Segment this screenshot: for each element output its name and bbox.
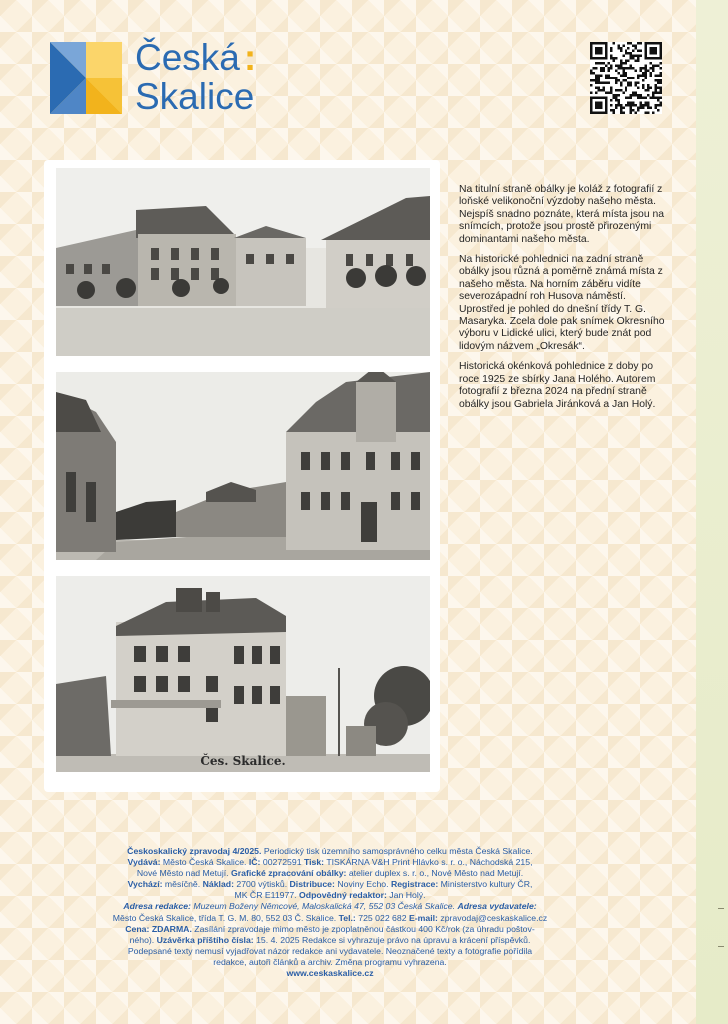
imprint-line — [40, 846, 620, 857]
imprint-label: E-mail: — [408, 912, 438, 923]
website-link[interactable]: www.ceskaskalice.cz — [286, 968, 374, 979]
imprint-label: IČ: — [248, 857, 261, 868]
imprint-text: 00272591 — [260, 857, 304, 868]
imprint-text: ného). — [129, 934, 157, 945]
imprint-text: Muzeum Boženy Němcové, Maloskalická 47, 552 03 Česká Skalice. — [190, 901, 458, 912]
cover-description — [459, 184, 674, 419]
imprint-text: Periodický tisk územního samosprávného celku města Česká Skalice. — [261, 846, 533, 856]
imprint-label: Distribuce: — [289, 879, 335, 890]
imprint-text: 725 022 682 — [355, 912, 409, 923]
imprint-line: redakce, autoři článků a archiv. Změna programu vyhrazena. — [213, 956, 447, 967]
imprint — [40, 846, 620, 979]
imprint-line — [40, 857, 620, 868]
imprint-label: Adresa redakce: — [123, 901, 191, 912]
imprint-label: Odpovědný redaktor: — [299, 890, 387, 901]
imprint-label: Registrace: — [390, 879, 439, 890]
imprint-label: Tel.: — [338, 912, 356, 923]
imprint-line: Podepsané texty nemusí vyjadřovat názor redakce ani vydavatele. Neoznačené texty a fotografie pořídila — [127, 945, 533, 956]
imprint-line — [40, 890, 620, 901]
imprint-label: Adresa vydavatele: — [457, 901, 537, 912]
trim-mark — [718, 946, 724, 947]
imprint-text: Ministerstvo kultury ČR, — [438, 879, 533, 890]
imprint-text: Zasílání zpravodaje mimo město je zpoplatněnou částkou 400 Kč/rok (za úhradu poštov- — [191, 923, 535, 934]
imprint-title: Českoskalický zpravodaj 4/2025. — [127, 846, 262, 856]
imprint-email[interactable]: zpravodaj@ceskaskalice.cz — [437, 912, 548, 923]
imprint-text: Jan Holý. — [386, 890, 426, 901]
logo-colon: : — [243, 37, 257, 78]
imprint-text: měsíčně. — [162, 879, 203, 890]
imprint-label: Uzávěrka příštího čísla: — [156, 934, 254, 945]
city-logo-text — [135, 38, 256, 116]
imprint-line — [40, 913, 620, 924]
imprint-text: Město Česká Skalice. — [160, 857, 249, 868]
qr-code-icon — [590, 42, 662, 114]
imprint-line — [40, 879, 620, 890]
right-edge-strip — [696, 0, 728, 1024]
imprint-line — [40, 924, 620, 935]
imprint-label: Tisk: — [303, 857, 325, 868]
imprint-line — [40, 935, 620, 946]
cover-description-paragraph-1: Na titulní straně obálky je koláž z fotografií z loňské velikonoční výzdoby našeho města. Nejspíš snadno poznáte, která místa jsou na snímcích, protože jsou prostě přirozenými dominantami našeho města. — [459, 184, 665, 245]
imprint-label: Náklad: — [202, 879, 234, 890]
cover-description-paragraph-2: Na historické pohlednici na zadní straně obálky jsou různá a poměrně známá místa z našeho města. Na horním záběru vidíte severozápadní roh Husova náměstí. Uprostřed je pohled do dnešní třídy T. G. Masaryka. Zcela dole pak snímek Okresního výboru v Lidické ulici, který bude znát pod lidovým názvem „Okresák“. — [459, 254, 665, 352]
imprint-text: Nové Město nad Metují. — [136, 868, 232, 879]
logo-line-1: Česká — [135, 37, 240, 78]
imprint-text: TISKÁRNA V&H Print Hlávko s. r. o., Náchodská 215, — [324, 857, 533, 868]
imprint-text: 2700 výtisků. — [233, 879, 290, 890]
imprint-text: atelier duplex s. r. o., Nové Město nad Metují. — [346, 868, 524, 879]
imprint-label: Vydává: — [127, 857, 161, 868]
qr-code — [590, 42, 662, 114]
postcard-caption: Čes. Skalice. — [200, 754, 286, 768]
postcard-photo-bottom-building — [56, 576, 430, 772]
city-logo-mark-icon — [50, 42, 122, 114]
imprint-label: Vychází: — [127, 879, 163, 890]
imprint-text: Noviny Echo. — [334, 879, 391, 890]
imprint-text: 15. 4. 2025 Redakce si vyhrazuje právo na úpravu a krácení příspěvků. — [253, 934, 531, 945]
postcard-photo-middle-street — [56, 372, 430, 560]
imprint-label: Cena: ZDARMA. — [125, 923, 192, 934]
city-logo — [50, 37, 270, 118]
imprint-text: MK ČR E11977. — [234, 890, 300, 901]
imprint-label: Grafické zpracování obálky: — [231, 868, 347, 879]
logo-line-2: Skalice — [135, 76, 255, 117]
trim-mark — [718, 908, 724, 909]
imprint-line — [40, 901, 620, 912]
imprint-text: Město Česká Skalice, třída T. G. M. 80, 552 03 Č. Skalice. — [112, 912, 339, 923]
cover-description-paragraph-3: Historická okénková pohlednice z doby po roce 1925 ze sbírky Jana Holého. Autorem fotografií z března 2024 na přední straně obálky jsou Gabriela Jiránková a Jan Holý. — [459, 361, 656, 410]
postcard-frame — [44, 160, 440, 792]
imprint-line — [40, 868, 620, 879]
postcard-photo-top-square — [56, 168, 430, 356]
